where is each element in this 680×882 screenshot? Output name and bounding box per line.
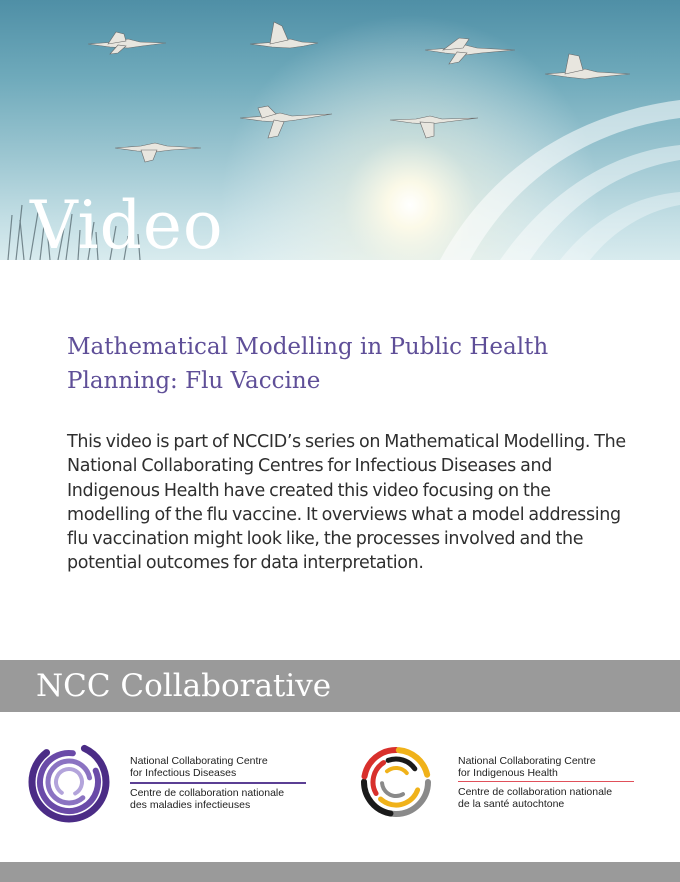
nccid-divider	[130, 782, 306, 784]
article-title: Mathematical Modelling in Public Health Planning: Flu Vaccine	[67, 334, 549, 394]
nccih-name-en-line2: for Indigenous Health	[458, 767, 558, 779]
nccih-logo[interactable]	[360, 746, 650, 826]
nccih-swirl-icon	[360, 746, 432, 818]
collaborative-band	[0, 660, 680, 712]
nccid-swirl-icon	[28, 741, 110, 823]
nccid-name-fr-line2: des maladies infectieuses	[130, 799, 251, 811]
hero-banner	[0, 0, 680, 260]
collaborative-title: NCC Collaborative	[36, 668, 332, 704]
article-description: This video is part of NCCID’s series on Mathematical Modelling. The National Collaborating Centres for Infectious Diseases and Indigenous Health have created this video focusing on the modelling of the flu vaccine. It overviews what a model addressing flu vaccination might look like, the processes involved and the potential outcomes for data interpretation.	[67, 432, 626, 574]
nccih-name-fr-line2: de la santé autochtone	[458, 798, 565, 810]
nccih-name-en-line1: National Collaborating Centre	[458, 755, 596, 767]
nccid-logo[interactable]	[28, 741, 318, 825]
footer-bar	[0, 862, 680, 882]
nccih-name-fr-line1: Centre de collaboration nationale	[458, 786, 613, 798]
nccid-name-en-line1: National Collaborating Centre	[130, 755, 268, 767]
hero-title: Video	[30, 187, 224, 260]
nccih-divider	[458, 781, 634, 782]
nccid-name-en-line2: for Infectious Diseases	[130, 767, 237, 779]
nccid-name-fr-line1: Centre de collaboration nationale	[130, 787, 285, 799]
